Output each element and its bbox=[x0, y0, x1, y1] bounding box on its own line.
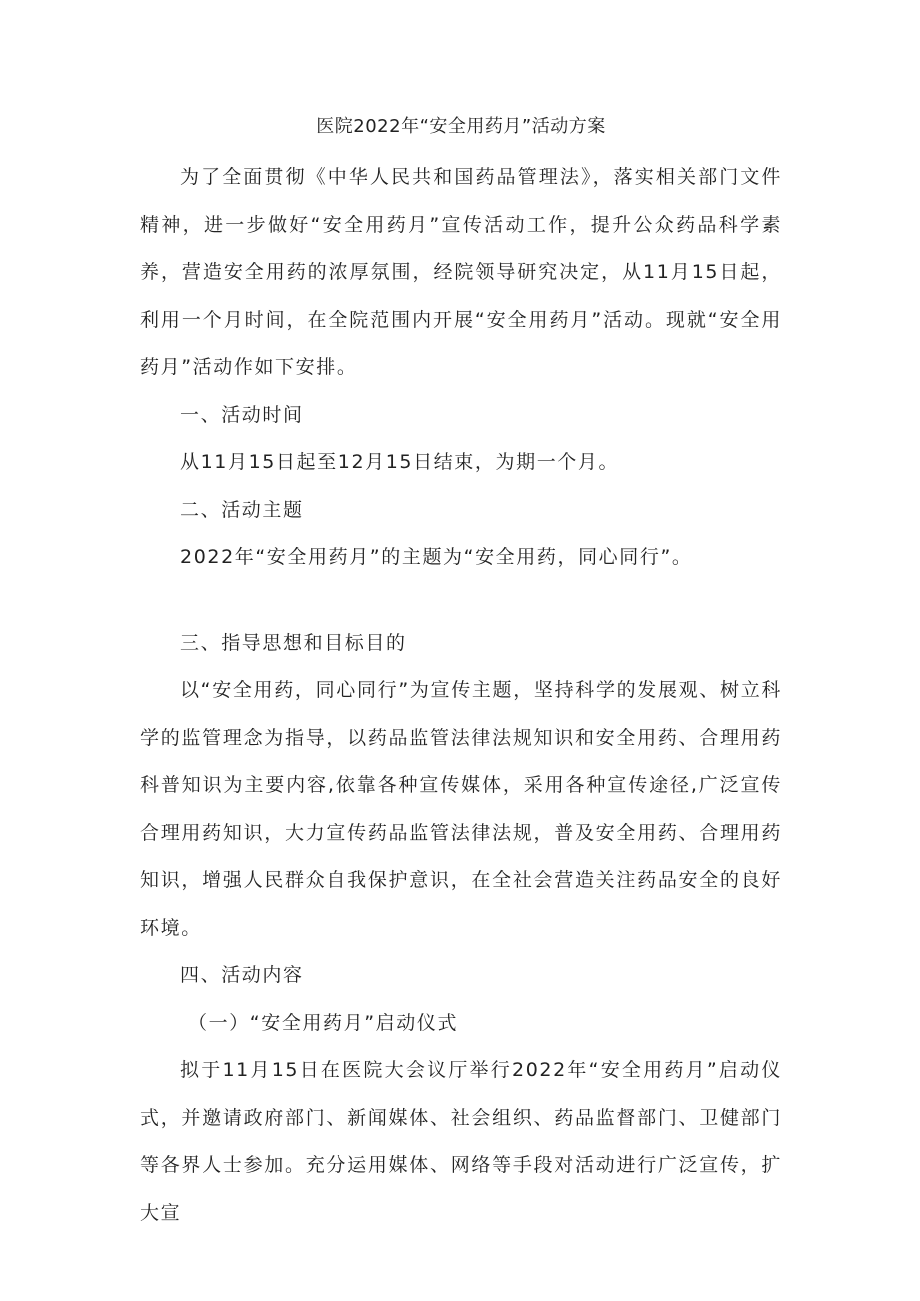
guiding-ideology-paragraph: 以“安全用药，同心同行”为宣传主题，坚持科学的发展观、树立科学的监管理念为指导，以药品监管法律法规知识和安全用药、合理用药科普知识为主要内容,依靠各种宣传媒体，采用各种宣传途径,广泛宣传合理用药知识，大力宣传药品监管法律法规，普及安全用药、合理用药知识，增强人民群众自我保护意识，在全社会营造关注药品安全的良好环境。 bbox=[140, 679, 782, 939]
activity-theme-text: 2022年“安全用药月”的主题为“安全用药，同心同行”。 bbox=[180, 546, 693, 568]
document-body bbox=[140, 112, 782, 1237]
section-heading-activity-theme: 二、活动主题 bbox=[180, 498, 304, 521]
blank-line bbox=[140, 582, 782, 620]
document-title: 医院2022年“安全用药月”活动方案 bbox=[316, 116, 606, 137]
launch-ceremony-paragraph: 拟于11月15日在医院大会议厅举行2022年“安全用药月”启动仪式，并邀请政府部门、新闻媒体、社会组织、药品监督部门、卫健部门等各界人士参加。充分运用媒体、网络等手段对活动进行广泛宣传，扩大宣 bbox=[140, 1059, 782, 1224]
subsection-heading-launch-ceremony: （一）“安全用药月”启动仪式 bbox=[188, 1011, 459, 1034]
section-heading-guiding-ideology: 三、指导思想和目标目的 bbox=[180, 631, 407, 654]
section-heading-activity-content: 四、活动内容 bbox=[180, 964, 304, 986]
section-heading-activity-time: 一、活动时间 bbox=[180, 403, 304, 426]
activity-time-text: 从11月15日起至12月15日结束，为期一个月。 bbox=[180, 451, 620, 473]
intro-paragraph: 为了全面贯彻《中华人民共和国药品管理法》，落实相关部门文件精神，进一步做好“安全用药月”宣传活动工作，提升公众药品科学素养，营造安全用药的浓厚氛围，经院领导研究决定，从11月15日起，利用一个月时间，在全院范围内开展“安全用药月”活动。现就“安全用药月”活动作如下安排。 bbox=[140, 166, 782, 378]
